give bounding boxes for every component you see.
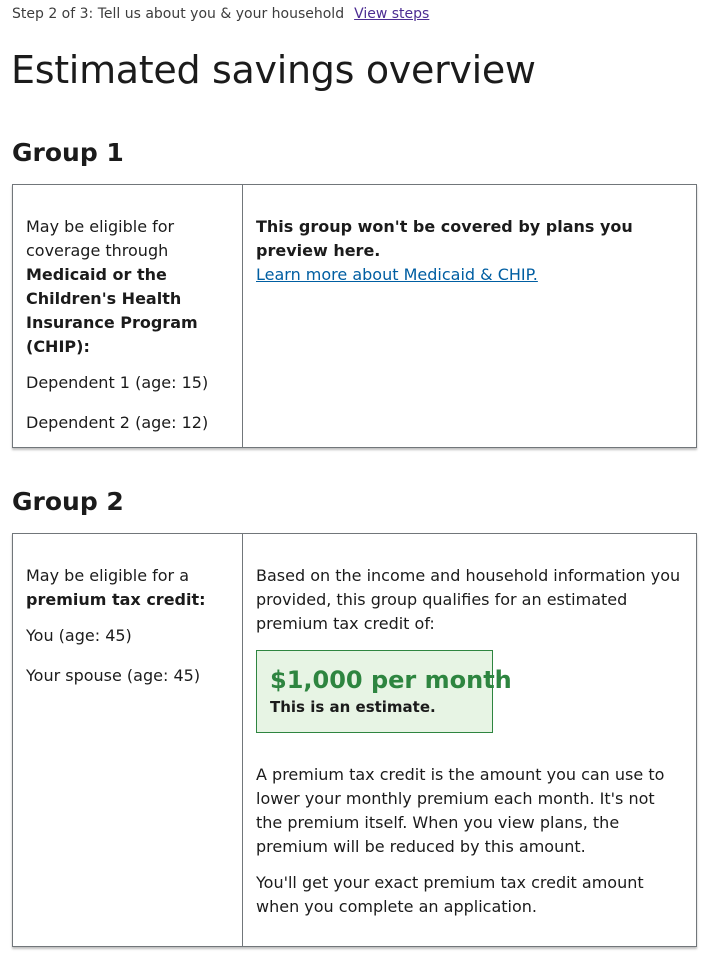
step-text: Step 2 of 3: Tell us about you & your household — [12, 6, 345, 22]
group-2-members-column — [13, 534, 243, 946]
group-1-member: Dependent 1 (age: 15) — [26, 373, 209, 392]
group-1-card — [12, 184, 697, 448]
group-2-eligibility-intro: May be eligible for a — [26, 566, 190, 585]
group-1-eligibility — [26, 215, 230, 359]
tax-credit-amount: $1,000 per month — [270, 666, 512, 694]
exact-amount-note: You'll get your exact premium tax credit amount when you complete an application. — [256, 873, 644, 916]
estimate-note: This is an estimate. — [270, 698, 436, 716]
group-2-intro: Based on the income and household information you provided, this group qualifies for an estimated premium tax credit of: — [256, 566, 681, 633]
group-1-heading: Group 1 — [12, 138, 124, 167]
group-1-details-column — [243, 185, 696, 447]
group-1-member: Dependent 2 (age: 12) — [26, 413, 209, 432]
group-2-details-column — [243, 534, 696, 946]
group-1-coverage-message: This group won't be covered by plans you preview here. — [256, 217, 633, 260]
page-title: Estimated savings overview — [11, 48, 536, 92]
group-2-member: Your spouse (age: 45) — [26, 666, 201, 685]
group-1-members-column — [13, 185, 243, 447]
tax-credit-explanation: A premium tax credit is the amount you can use to lower your monthly premium each month. It's not the premium itself. When you view plans, the premium will be reduced by this amount. — [256, 765, 665, 856]
medicaid-chip-link[interactable]: Learn more about Medicaid & CHIP. — [256, 265, 538, 284]
group-1-eligibility-intro: May be eligible for coverage through — [26, 217, 175, 260]
view-steps-link[interactable]: View steps — [354, 6, 430, 22]
group-2-heading: Group 2 — [12, 487, 124, 516]
group-1-eligibility-program: Medicaid or the Children's Health Insurance Program (CHIP): — [26, 265, 198, 356]
group-2-member: You (age: 45) — [26, 626, 132, 645]
group-2-eligibility — [26, 564, 230, 612]
group-2-card — [12, 533, 697, 947]
group-2-eligibility-program: premium tax credit: — [26, 590, 206, 609]
tax-credit-summary — [256, 650, 512, 733]
step-indicator — [12, 6, 429, 22]
